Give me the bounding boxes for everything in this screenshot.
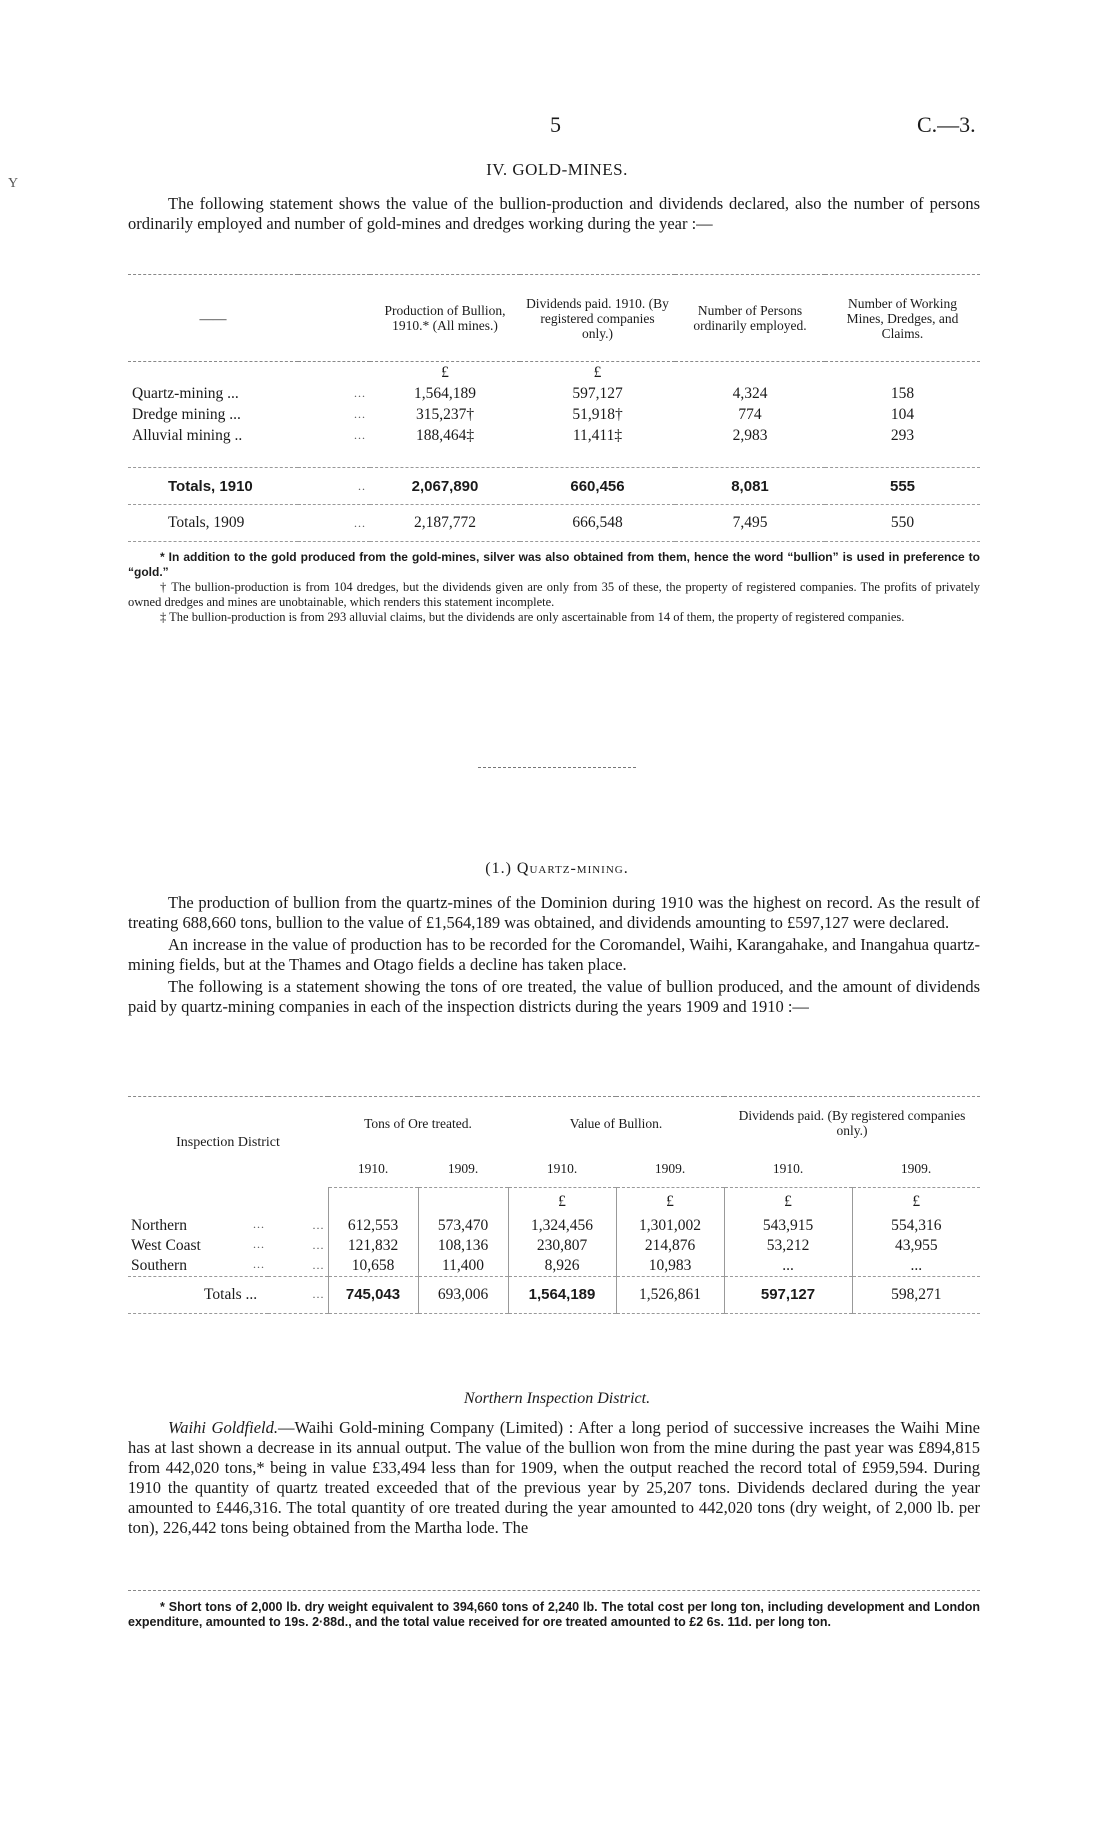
paragraph: An increase in the value of production has to be recorded for the Coromandel, Waihi, Karangahake, and Inangahua quartz-mining fields, but at the Thames and Otago fields a decline has taken place. [128,935,980,974]
row-label: Alluvial mining .. [132,426,243,444]
document-reference: C.—3. [917,112,976,137]
district-name: West Coast [131,1236,201,1254]
quartz-districts-table: Inspection District Tons of Ore treated. Value of Bullion. Dividends paid. (By registered companies only.) 1910. 1909. 1910. 1909. 1910. 1909. £ £ £ £ Northern ... ... 612,553 573,470 1,324,456 1,301,002 543,915 554,316 West Coast ... ... 121,832 108,136 230,807 214,876 53,212 43,955 Southern ... ... 10,658 11,400 8,926 10,983 ... ... Totals ... ... 745,043 693,006 1,564,189 1,526,861 597,127 598,271 [128,1096,980,1314]
footnote-ddagger: ‡ The bullion-production is from 293 alluvial claims, but the dividends are only ascertainable from 14 of them, the property of registered companies. [160,610,905,624]
year-header: 1909. [616,1149,724,1188]
year-header: 1910. [328,1149,418,1188]
header-dividends: Dividends paid. (By registered companies only.) [724,1097,980,1150]
year-header: 1910. [724,1149,852,1188]
paragraph: The production of bullion from the quartz-mines of the Dominion during 1910 was the highest on record. As the result of treating 688,660 tons, bullion to the value of £1,564,189 was obtained, and dividends amounting to £597,127 were declared. [128,893,980,932]
waihi-text: —Waihi Gold-mining Company (Limited) : After a long period of successive increases the Waihi Mine has at last shown a decrease in its annual output. The value of the bullion won from the mine during the past year was £894,815 from 442,020 tons,* being in value £33,494 less than for 1909, when the output reached the record total of £959,594. During 1910 the quantity of quartz treated exceeded that of the previous year by 25,207 tons. Dividends declared during the year amounted to £446,316. The total quantity of ore treated during the year amounted to 442,020 tons (dry weight, of 2,000 lb. per ton), 226,442 tons being obtained from the Martha lode. The [128,1418,980,1537]
header-mines: Number of Working Mines, Dredges, and Claims. [825,275,980,362]
header-value: Value of Bullion. [508,1097,724,1150]
row-label: Quartz-mining ... [132,384,239,402]
unit-production: £ [441,363,449,381]
section-divider [478,767,636,768]
table-row: Alluvial mining .. ... 188,464‡ 11,411‡ 2,983 293 [128,425,980,446]
header-blank: —— [128,275,298,362]
table-row: Dredge mining ... ... 315,237† 51,918† 774 104 [128,404,980,425]
district-name: Southern [131,1256,187,1274]
footnote-dagger: † The bullion-production is from 104 dredges, but the dividends given are only from 35 of these, the property of registered companies. The profits of privately owned dredges and mines are unobtainable, which renders this statement incomplete. [128,580,980,609]
header-persons: Number of Persons ordinarily employed. [675,275,825,362]
totals-row: Totals ... ... 745,043 693,006 1,564,189 1,526,861 597,127 598,271 [128,1276,980,1313]
page-number: 5 [550,112,561,137]
quartz-mining-text [128,893,980,1019]
year-header: 1910. [508,1149,616,1188]
section-title: IV. GOLD-MINES. [486,160,628,179]
waihi-lead: Waihi Goldfield. [168,1418,278,1437]
totals-1909-row: Totals, 1909 ... 2,187,772 666,548 7,495 550 [128,505,980,542]
gold-mines-summary-table [128,274,980,542]
table-row: Southern ... ... 10,658 11,400 8,926 10,983 ... ... [128,1256,980,1277]
table-row: Quartz-mining ... ... 1,564,189 597,127 4,324 158 [128,383,980,404]
waihi-paragraph [128,1418,980,1538]
paragraph: The following is a statement showing the tons of ore treated, the value of bullion produced, and the amount of dividends paid by quartz-mining companies in each of the inspection districts during the years 1909 and 1910 :— [128,977,980,1016]
table-row: West Coast ... ... 121,832 108,136 230,807 214,876 53,212 43,955 [128,1236,980,1256]
footnotes-table1 [128,550,980,625]
northern-district-title: Northern Inspection District. [463,1390,651,1407]
header-dividends: Dividends paid. 1910. (By registered companies only.) [520,275,675,362]
footnote-star: * In addition to the gold produced from the gold-mines, silver was also obtained from them, hence the word “bullion” is used in preference to “gold.” [128,550,980,579]
subsection-title: (1.) Quartz-mining. [485,860,629,877]
header-district: Inspection District [128,1097,328,1188]
header-production: Production of Bullion, 1910.* (All mines.) [370,275,520,362]
margin-mark: Y [8,176,19,191]
year-header: 1909. [418,1149,508,1188]
intro-paragraph: The following statement shows the value of the bullion-production and dividends declared, also the number of persons ordinarily employed and number of gold-mines and dredges working during the year :— [128,194,980,233]
footnote-waihi: * Short tons of 2,000 lb. dry weight equivalent to 394,660 tons of 2,240 lb. The total cost per long ton, including development and London expenditure, amounted to 19s. 2·88d., and the total value received for ore treated amounted to £2 6s. 11d. per long ton. [128,1600,980,1629]
row-label: Dredge mining ... [132,405,241,423]
totals-1910-row: Totals, 1910 .. 2,067,890 660,456 8,081 555 [128,468,980,505]
district-name: Northern [131,1216,187,1234]
footnote-rule [128,1590,980,1591]
year-header: 1909. [852,1149,980,1188]
header-tons: Tons of Ore treated. [328,1097,508,1150]
table-row: Northern ... ... 612,553 573,470 1,324,456 1,301,002 543,915 554,316 [128,1216,980,1236]
unit-dividends: £ [593,363,602,381]
